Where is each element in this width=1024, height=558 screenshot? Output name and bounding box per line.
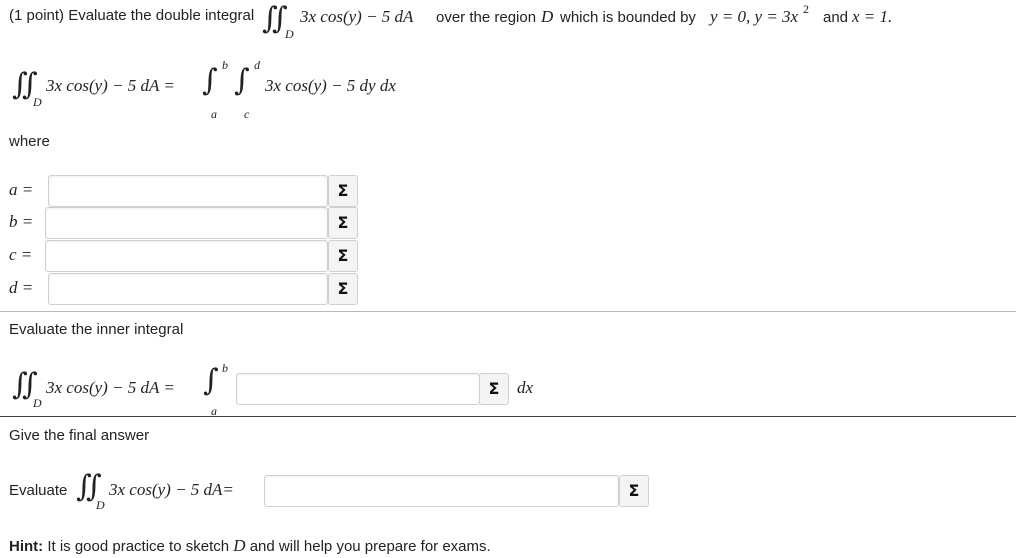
final-integrand: 3x cos(y) − 5 dA=: [109, 480, 234, 499]
sigma-equation-button[interactable]: Σ: [328, 175, 358, 207]
inner-lower-bound: c: [244, 107, 250, 121]
iter-lhs: 3x cos(y) − 5 dA =: [46, 76, 175, 95]
bound-c-input[interactable]: [45, 240, 328, 272]
statement-bounded-text: which is bounded by: [560, 9, 696, 26]
final-evaluate-label: Evaluate: [9, 482, 68, 499]
statement-cond1: y = 0, y = 3x: [710, 7, 799, 26]
prompt-text: Evaluate the double integral: [68, 7, 255, 24]
inner-upper-bound: d: [254, 58, 260, 72]
statement-and-text: and: [823, 9, 849, 26]
hint-text-after: and will help you prepare for exams.: [249, 538, 491, 555]
statement-region-var: D: [541, 7, 554, 26]
double-integral-symbol: ∬: [262, 1, 288, 36]
inner-lhs: 3x cos(y) − 5 dA =: [46, 378, 175, 397]
where-label: where: [9, 133, 50, 150]
problem-statement: [9, 5, 254, 35]
sigma-equation-button[interactable]: Σ: [328, 207, 358, 239]
bound-a-input[interactable]: [48, 175, 328, 207]
bound-a-label: a =: [9, 180, 34, 199]
final-answer-input[interactable]: [264, 475, 619, 507]
inner-outer-integral-symbol: ∫: [203, 363, 219, 398]
region-subscript: D: [285, 27, 294, 41]
inner-double-integral-symbol: ∬: [12, 367, 38, 402]
bound-c-label: c =: [9, 245, 33, 264]
bound-b-label: b =: [9, 212, 34, 231]
sigma-equation-button[interactable]: Σ: [619, 475, 649, 507]
iter-double-integral-symbol: ∬: [12, 67, 38, 102]
iter-region-subscript: D: [33, 95, 42, 109]
final-heading: Give the final answer: [9, 427, 150, 444]
outer-lower-bound: a: [211, 107, 217, 121]
hint-text-before: It is good practice to sketch: [47, 538, 230, 555]
inner-integral-input[interactable]: [236, 373, 480, 405]
sigma-equation-button[interactable]: Σ: [479, 373, 509, 405]
inner-dx: dx: [517, 378, 534, 397]
outer-integral-symbol: ∫: [202, 63, 218, 98]
section-divider: [0, 311, 1016, 312]
section-divider: [0, 416, 1016, 417]
statement-cond2: x = 1.: [852, 7, 893, 26]
inner-upper-bound-b: b: [222, 361, 228, 375]
statement-exponent: 2: [803, 2, 809, 16]
iter-rhs: 3x cos(y) − 5 dy dx: [265, 76, 396, 95]
inner-lower-bound-a: a: [211, 404, 217, 418]
final-double-integral-symbol: ∬: [76, 469, 102, 504]
bound-d-input[interactable]: [48, 273, 328, 305]
hint-var: D: [233, 536, 246, 555]
inner-heading: Evaluate the inner integral: [9, 321, 184, 338]
statement-integrand: 3x cos(y) − 5 dA: [300, 7, 414, 26]
sigma-equation-button[interactable]: Σ: [328, 240, 358, 272]
statement-mid-text: over the region: [436, 9, 537, 26]
points-label: (1 point): [9, 7, 65, 24]
hint-label: Hint:: [9, 538, 44, 555]
inner-integral-symbol: ∫: [234, 63, 250, 98]
inner-region-subscript: D: [33, 396, 42, 410]
bound-b-input[interactable]: [45, 207, 328, 239]
final-region-subscript: D: [96, 498, 105, 512]
bound-d-label: d =: [9, 278, 34, 297]
hint: [9, 536, 491, 556]
sigma-equation-button[interactable]: Σ: [328, 273, 358, 305]
outer-upper-bound: b: [222, 58, 228, 72]
